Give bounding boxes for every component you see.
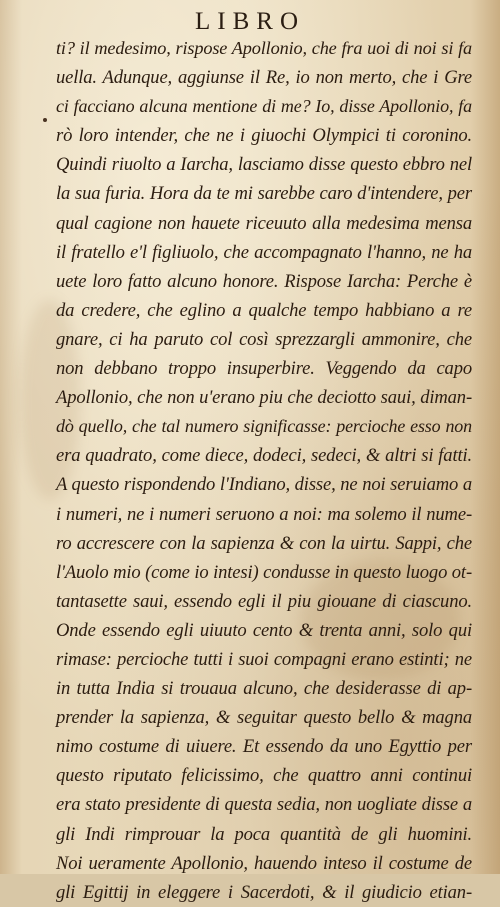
text-line: la sua furia. Hora da te mi sarebbe caro d'intendere, per — [56, 183, 472, 205]
text-line: da credere, che eglino a qualche tempo habbiano a re — [56, 299, 472, 321]
margin-dot — [43, 118, 47, 122]
text-line: rimase: percioche tutti i suoi compagni erano estinti; ne — [56, 648, 472, 670]
text-line: A questo rispondendo l'Indiano, disse, ne noi seruiamo a — [56, 474, 472, 496]
text-line: Apollonio, che non u'erano piu che deciotto saui, diman- — [56, 387, 472, 409]
text-line: ci facciano alcuna mentione di me? Io, disse Apollonio, fa — [56, 96, 472, 117]
text-line: gli Indi rimprouar la poca quantità de gli huomini. — [56, 823, 472, 845]
text-line: Quindi riuolto a Iarcha, lasciamo disse questo ebbro nel — [56, 154, 472, 176]
text-line: qual cagione non hauete riceuuto alla medesima mensa — [56, 212, 472, 234]
text-line: tantasette saui, essendo egli il piu giouane di ciascuno. — [56, 590, 472, 612]
text-line: l'Auolo mio (come io intesi) condusse in questo luogo ot- — [56, 561, 472, 583]
text-line: rò loro intender, che ne i giuochi Olympici ti coronino. — [56, 125, 472, 147]
text-line: gnare, ci ha paruto col così sprezzargli ammonire, che — [56, 328, 472, 350]
text-line: Noi ueramente Apollonio, hauendo inteso il costume de — [56, 852, 472, 874]
text-line: ti? il medesimo, rispose Apollonio, che fra uoi di noi si fa — [56, 38, 472, 58]
text-line: Onde essendo egli uiuuto cento & trenta anni, solo qui — [56, 619, 472, 641]
text-line: il fratello e'l figliuolo, che accompagnato l'hanno, ne ha — [56, 241, 472, 263]
text-line: gli Egittij in eleggere i Sacerdoti, & il giudicio etian- — [56, 881, 472, 903]
text-line: questo riputato felicissimo, che quattro anni continui — [56, 765, 472, 787]
text-line: nimo costume di uiuere. Et essendo da uno Egyttio per — [56, 736, 472, 758]
text-line: uella. Adunque, aggiunse il Re, io non merto, che i Gre — [56, 67, 472, 89]
text-line: uete loro fatto alcuno honore. Rispose Iarcha: Perche è — [56, 270, 472, 292]
text-line: era stato presidente di questa sedia, non uogliate disse a — [56, 794, 472, 816]
text-line: non debbano troppo insuperbire. Veggendo da capo — [56, 358, 472, 380]
text-line: dò quello, che tal numero significasse: percioche esso non — [56, 416, 472, 437]
text-block — [56, 34, 472, 907]
text-line: i numeri, ne i numeri seruono a noi: ma solemo il nume- — [56, 503, 472, 525]
text-line: in tutta India si trouaua alcuno, che desiderasse di ap- — [56, 678, 472, 700]
running-head: LIBRO — [195, 8, 305, 35]
text-line: ro accrescere con la sapienza & con la uirtu. Sappi, che — [56, 532, 472, 554]
text-line: prender la sapienza, & seguitar questo bello & magna — [56, 707, 472, 729]
text-line: era quadrato, come diece, dodeci, sedeci, & altri si fatti. — [56, 445, 472, 467]
